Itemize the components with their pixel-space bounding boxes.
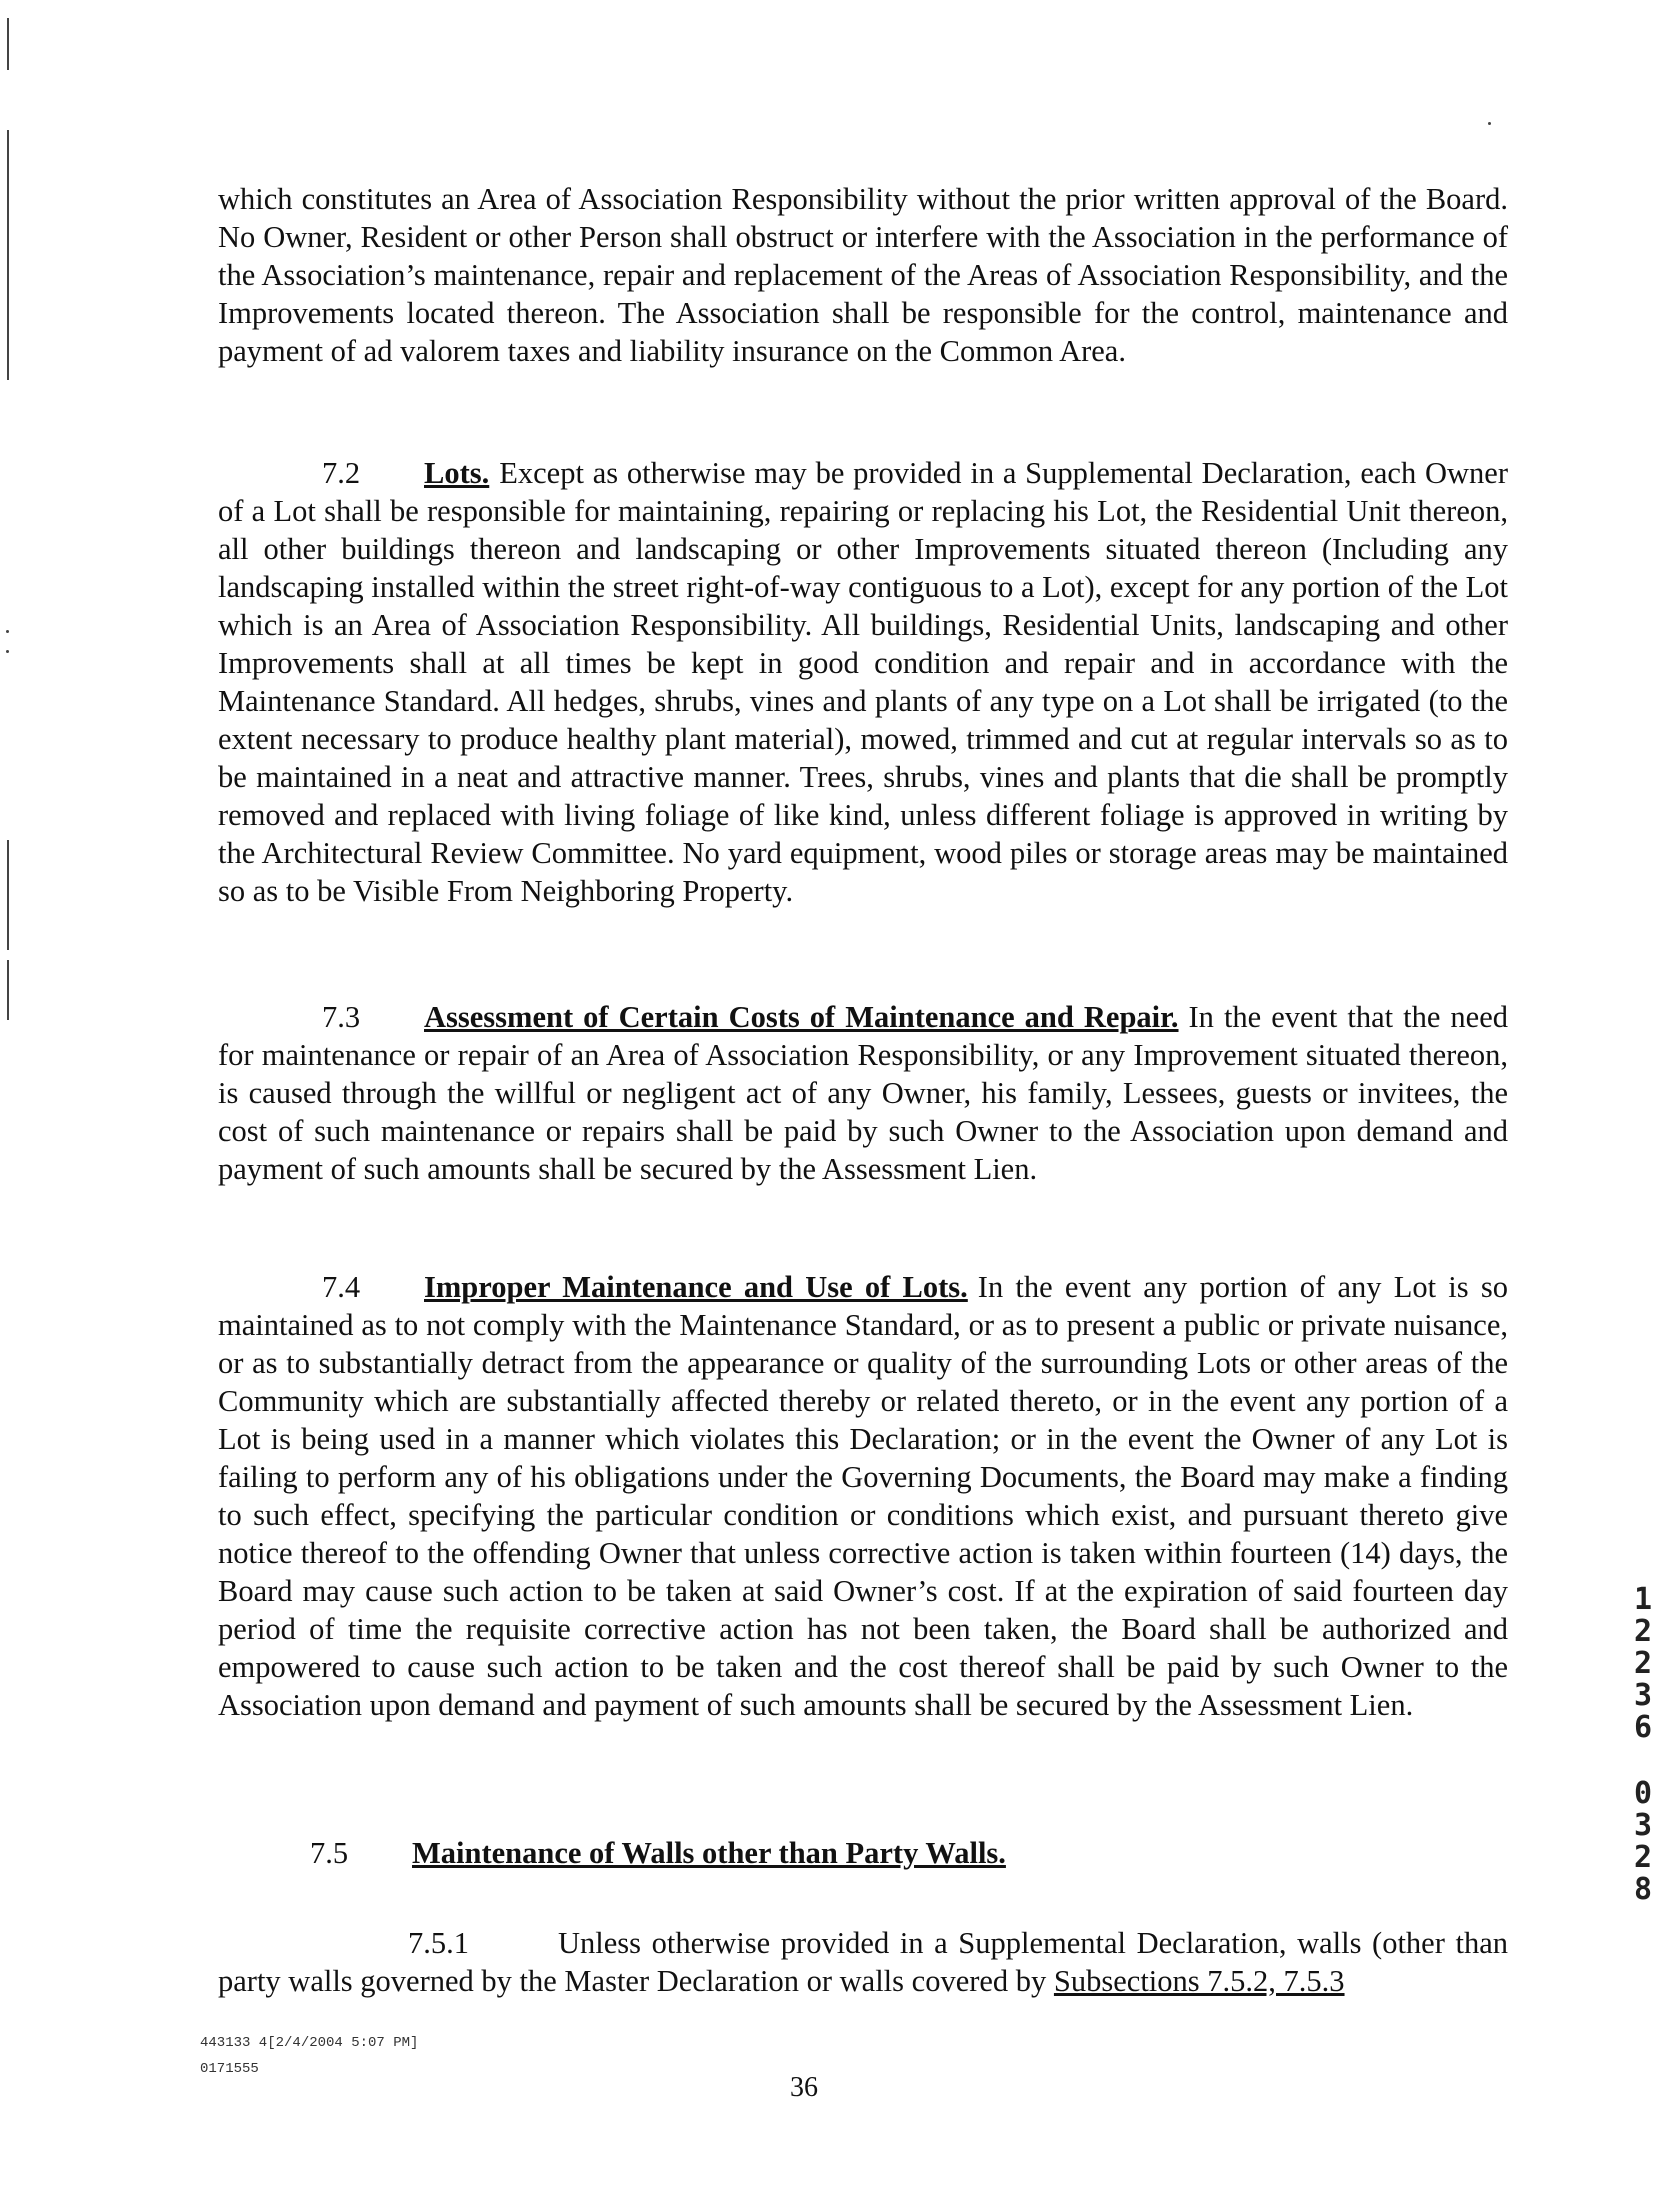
- stamp-digit: 2: [1633, 1840, 1653, 1875]
- stamp-digit: 1: [1633, 1582, 1653, 1617]
- subsection-text: Unless otherwise provided in a Supplemental Declaration, walls (other than party walls governed by the Master Declaration or walls covered by: [218, 1926, 1508, 1998]
- section-7-3: [218, 998, 1508, 1188]
- section-title: Lots.: [424, 456, 490, 490]
- stamp-digit: 0: [1633, 1776, 1653, 1811]
- stamp-digit: 3: [1633, 1808, 1653, 1843]
- section-text: Except as otherwise may be provided in a Supplemental Declaration, each Owner of a Lot shall be responsible for maintaining, repairing or replacing his Lot, the Residential Unit thereon, all other buildings thereon and landscaping or other Improvements situated thereon (Including any landscaping installed within the street right-of-way contiguous to a Lot), except for any portion of the Lot which is an Area of Association Responsibility. All buildings, Residential Units, landscaping and other Improvements shall at all times be kept in good condition and repair and in accordance with the Maintenance Standard. All hedges, shrubs, vines and plants of any type on a Lot shall be irrigated (to the extent necessary to produce healthy plant material), mowed, trimmed and cut at regular intervals so as to be maintained in a neat and attractive manner. Trees, shrubs, vines and plants that die shall be promptly removed and replaced with living foliage of like kind, unless different foliage is approved in writing by the Architectural Review Committee. No yard equipment, wood piles or storage areas may be maintained so as to be Visible From Neighboring Property.: [218, 456, 1508, 908]
- section-title: Maintenance of Walls other than Party Walls.: [412, 1836, 1006, 1870]
- stamp-digit: 2: [1633, 1614, 1653, 1649]
- page-number: 36: [790, 2072, 818, 2103]
- section-number: 7.2: [322, 456, 361, 490]
- stamp-digit: 8: [1633, 1872, 1653, 1907]
- section-text: In the event that the need for maintenance or repair of an Area of Association Responsibility, or any Improvement situated thereon, is caused through the willful or negligent act of any Owner, his family, Lessees, guests or invitees, the cost of such maintenance or repairs shall be paid by such Owner to the Association upon demand and payment of such amounts shall be secured by the Assessment Lien.: [218, 1000, 1508, 1186]
- subsection-reference: Subsections 7.5.2, 7.5.3: [1053, 1964, 1345, 1998]
- footer-doc-id: [200, 2030, 418, 2082]
- section-7-4: [218, 1268, 1508, 1724]
- scan-artifact: [7, 18, 9, 70]
- section-number: 7.5: [310, 1836, 349, 1870]
- scan-artifact: [6, 630, 9, 633]
- section-number: 7.3: [322, 1000, 361, 1034]
- section-title: Improper Maintenance and Use of Lots.: [424, 1270, 968, 1304]
- section-title: Assessment of Certain Costs of Maintenance and Repair.: [424, 1000, 1179, 1034]
- scan-artifact: [7, 840, 9, 950]
- stamp-gap: [1628, 1744, 1658, 1778]
- subsection-7-5-1: [218, 1924, 1508, 2000]
- stamp-digit: 2: [1633, 1646, 1653, 1681]
- section-7-5-heading: [218, 1834, 1006, 1872]
- scan-artifact: [7, 130, 9, 380]
- subsection-number: 7.5.1: [408, 1926, 469, 1960]
- scan-artifact: [6, 650, 9, 653]
- section-7-2: [218, 454, 1508, 910]
- recording-stamp: [1628, 1584, 1658, 1906]
- stamp-digit: 6: [1633, 1710, 1653, 1745]
- scan-artifact: [7, 960, 9, 1020]
- file-number: 0171555: [200, 2061, 259, 2077]
- section-number: 7.4: [322, 1270, 361, 1304]
- intro-paragraph: which constitutes an Area of Association Responsibility without the prior written approval of the Board. No Owner, Resident or other Person shall obstruct or interfere with the Association in the performance of the Association’s maintenance, repair and replacement of the Areas of Association Responsibility, and the Improvements located thereon. The Association shall be responsible for the control, maintenance and payment of ad valorem taxes and liability insurance on the Common Area.: [218, 182, 1508, 368]
- doc-id: 443133 4[2/4/2004 5:07 PM]: [200, 2035, 419, 2051]
- scan-artifact: [1488, 122, 1491, 125]
- stamp-digit: 3: [1633, 1678, 1653, 1713]
- section-text: In the event any portion of any Lot is so maintained as to not comply with the Maintenance Standard, or as to present a public or private nuisance, or as to substantially detract from the appearance or quality of the surrounding Lots or other areas of the Community which are substantially affected thereby or related thereto, or in the event any portion of a Lot is being used in a manner which violates this Declaration; or in the event the Owner of any Lot is failing to perform any of his obligations under the Governing Documents, the Board may make a finding to such effect, specifying the particular condition or conditions which exist, and pursuant thereto give notice thereof to the offending Owner that unless corrective action is taken within fourteen (14) days, the Board may cause such action to be taken at said Owner’s cost. If at the expiration of said fourteen day period of time the requisite corrective action has not been taken, the Board shall be authorized and empowered to cause such action to be taken and the cost thereof shall be paid by such Owner to the Association upon demand and payment of such amounts shall be secured by the Assessment Lien.: [218, 1270, 1508, 1722]
